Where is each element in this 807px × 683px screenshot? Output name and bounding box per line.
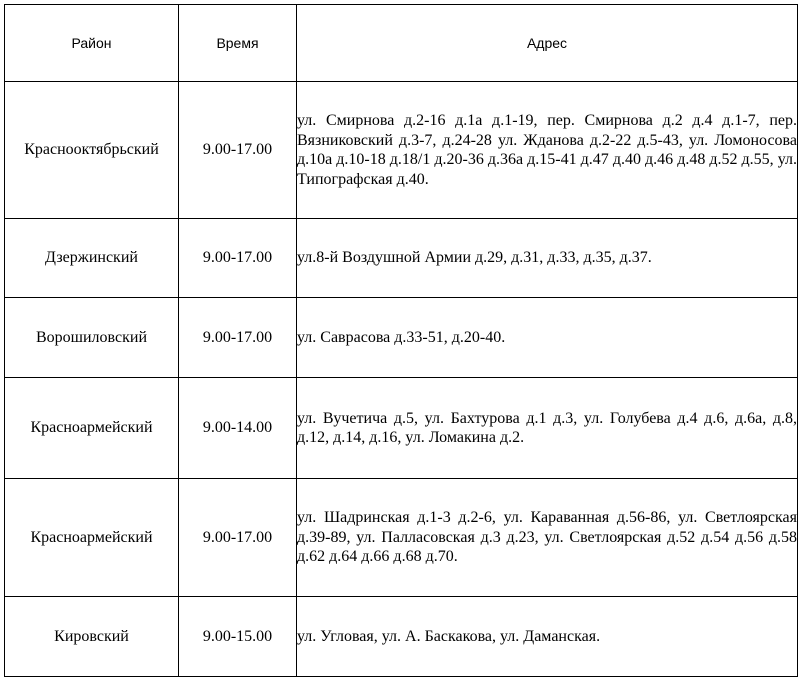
table-row [5, 597, 798, 677]
header-district: Район [5, 5, 179, 82]
time-cell: 9.00-17.00 [179, 479, 297, 597]
address-cell: ул. Вучетича д.5, ул. Бахтурова д.1 д.3, ул. Голубева д.4 д.6, д.6а, д.8, д.12, д.14, д.16, ул. Ломакина д.2. [297, 378, 798, 479]
address-cell: ул. Угловая, ул. А. Баскакова, ул. Даманская. [297, 597, 798, 677]
table-row [5, 378, 798, 479]
time-cell: 9.00-17.00 [179, 82, 297, 219]
time-cell: 9.00-17.00 [179, 298, 297, 378]
time-cell: 9.00-14.00 [179, 378, 297, 479]
outage-schedule-table [4, 4, 798, 677]
table-row [5, 479, 798, 597]
header-address: Адрес [297, 5, 798, 82]
district-cell: Красноармейский [5, 378, 179, 479]
district-cell: Красноармейский [5, 479, 179, 597]
address-cell: ул.8-й Воздушной Армии д.29, д.31, д.33, д.35, д.37. [297, 219, 798, 298]
table-row [5, 82, 798, 219]
table-row [5, 298, 798, 378]
time-cell: 9.00-15.00 [179, 597, 297, 677]
district-cell: Дзержинский [5, 219, 179, 298]
address-cell: ул. Смирнова д.2-16 д.1а д.1-19, пер. Смирнова д.2 д.4 д.1-7, пер. Вязниковский д.3-7, д.24-28 ул. Жданова д.2-22 д.5-43, ул. Ломоносова д.10а д.10-18 д.18/1 д.20-36 д.36а д.15-41 д.47 д.40 д.46 д.48 д.52 д.55, ул. Типографская д.40. [297, 82, 798, 219]
district-cell: Ворошиловский [5, 298, 179, 378]
address-cell: ул. Шадринская д.1-3 д.2-6, ул. Караванная д.56-86, ул. Светлоярская д.39-89, ул. Палласовская д.3 д.23, ул. Светлоярская д.52 д.54 д.56 д.58 д.62 д.64 д.66 д.68 д.70. [297, 479, 798, 597]
time-cell: 9.00-17.00 [179, 219, 297, 298]
header-time: Время [179, 5, 297, 82]
district-cell: Кировский [5, 597, 179, 677]
district-cell: Краснооктябрьский [5, 82, 179, 219]
address-cell: ул. Саврасова д.33-51, д.20-40. [297, 298, 798, 378]
table-row [5, 219, 798, 298]
header-row [5, 5, 798, 82]
